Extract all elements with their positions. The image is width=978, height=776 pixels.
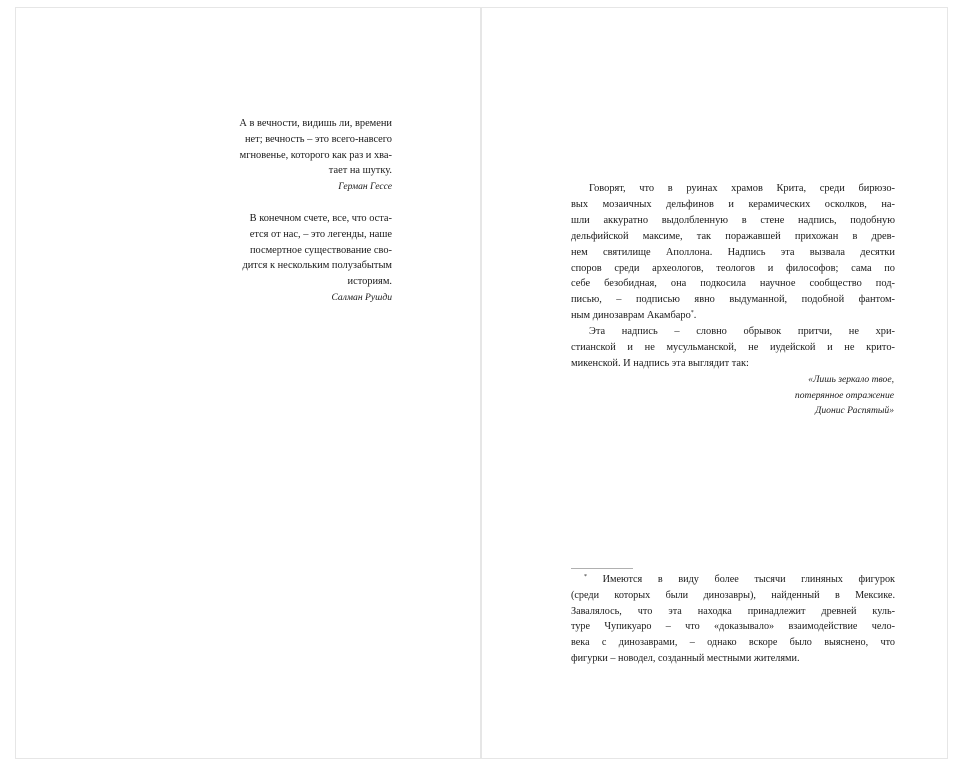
- footnote-reference[interactable]: *: [690, 310, 694, 317]
- poem-line: потерянное отражение: [794, 389, 894, 401]
- text-line: Говорят, что в руинах храмов Крита, среди бирюзо-: [589, 183, 895, 194]
- epigraph-line: В конечном счете, все, что оста-: [249, 213, 392, 224]
- epigraph-line: дится к нескольким полузабытым: [242, 260, 392, 272]
- text-line: шли аккуратно выдолбленную в стене надпись, подобную: [571, 214, 895, 226]
- footnote-line-last: фигурки – новодел, созданный местными жителями.: [571, 652, 800, 664]
- text-line: стианской и не мусульманской, не иудейской и не крито-: [571, 342, 895, 354]
- footnote-line: (среди которых были динозавры), найденный в Мексике.: [571, 589, 895, 601]
- main-text: [571, 181, 895, 372]
- footnote-text: Имеются в виду более тысячи глиняных фигурок: [602, 574, 895, 585]
- epigraph-line: тает на шутку.: [328, 165, 392, 177]
- epigraph-line: нет; вечность – это всего-навсего: [245, 133, 392, 145]
- epigraph-rushdie: [196, 211, 392, 305]
- text-segment: ным динозаврам Акамбаро: [571, 310, 691, 322]
- text-segment: .: [693, 310, 697, 322]
- epigraph-author: Салман Рушди: [331, 291, 392, 303]
- text-line: себе безобидная, она подкосила научное сообщество под-: [571, 278, 895, 290]
- footnote-line: Завалялось, что эта находка принадлежит древней куль-: [571, 605, 895, 617]
- footnote-line: [571, 572, 895, 588]
- footnote: [571, 572, 895, 667]
- right-page: [481, 7, 948, 759]
- poem-line: «Лишь зеркало твое,: [808, 374, 894, 385]
- epigraph-hesse: [196, 116, 392, 195]
- text-line-last: [571, 308, 895, 324]
- text-line: вых мозаичных дельфинов и керамических осколков, на-: [571, 198, 895, 210]
- text-line: писью, – подписью явно выдуманной, подобной фантом-: [571, 294, 895, 306]
- text-line: Эта надпись – словно обрывок притчи, не хри-: [589, 326, 895, 338]
- text-line: дельфийской максиме, так поражавшей прихожан в древ-: [571, 230, 895, 242]
- epigraph-author: Герман Гессе: [338, 181, 392, 193]
- text-line-last: микенской. И надпись эта выглядит так:: [571, 357, 749, 369]
- footnote-divider: [571, 568, 633, 569]
- epigraph-line: А в вечности, видишь ли, времени: [239, 118, 392, 129]
- inscription-poem: [634, 372, 894, 419]
- epigraph-line: посмертное существование сво-: [249, 244, 392, 256]
- epigraph-line: ется от нас, – это легенды, наше: [249, 228, 392, 240]
- footnote-line: туре Чупикуаро – что «доказывало» взаимодействие чело-: [571, 621, 895, 633]
- text-line: споров среди археологов, теологов и философов; сама по: [571, 262, 895, 274]
- text-line: нем святилище Аполлона. Надпись эта вызвала десятки: [571, 246, 895, 258]
- epigraph-line: мгновенье, которого как раз и хва-: [239, 149, 392, 161]
- poem-line: Дионис Распятый»: [815, 405, 894, 416]
- footnote-line: века с динозаврами, – однако вскоре было выяснено, что: [571, 637, 895, 649]
- epigraph-line: историям.: [347, 276, 392, 288]
- left-page: [15, 7, 481, 759]
- footnote-mark: *: [584, 574, 587, 580]
